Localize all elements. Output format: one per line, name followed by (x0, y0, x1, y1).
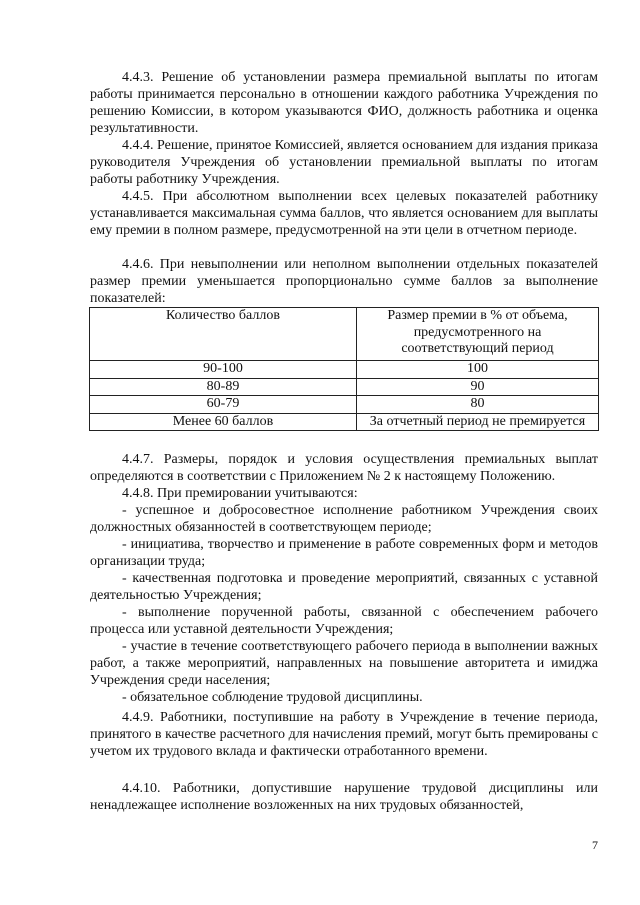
paragraph-4-4-4: 4.4.4. Решение, принятое Комиссией, является основанием для издания приказа руководителя Учреждения об установлении премиальной выплаты по итогам работы работнику Учреждения. (90, 138, 598, 187)
table-row (90, 396, 599, 414)
table-header-cell: Размер премии в % от объема, предусмотренного на соответствующий период (357, 308, 599, 361)
table-cell: 90-100 (90, 361, 357, 379)
paragraph-4-4-7: 4.4.7. Размеры, порядок и условия осуществления премиальных выплат определяются в соответствии с Приложением № 2 к настоящему Положению. (90, 452, 598, 484)
paragraph-4-4-5: 4.4.5. При абсолютном выполнении всех целевых показателей работнику устанавливается максимальная сумма баллов, что является основанием для выплаты ему премии в полном размере, предусмотренной на эти цели в отчетном периоде. (90, 189, 598, 238)
table-header-cell: Количество баллов (90, 308, 357, 361)
table-cell: 80 (357, 396, 599, 414)
criteria-item: - успешное и добросовестное исполнение работником Учреждения своих должностных обязанностей в соответствующем периоде; (90, 503, 598, 535)
table-cell: 60-79 (90, 396, 357, 414)
page-number: 7 (592, 838, 598, 852)
premium-table (89, 307, 599, 431)
paragraph-4-4-10: 4.4.10. Работники, допустившие нарушение трудовой дисциплины или ненадлежащее исполнение возложенных на них трудовых обязанностей, (90, 781, 598, 813)
criteria-item: - обязательное соблюдение трудовой дисциплины. (122, 690, 423, 705)
criteria-item: - участие в течение соответствующего рабочего периода в выполнении важных работ, а также мероприятий, направленных на повышение авторитета и имиджа Учреждения среди населения; (90, 639, 598, 688)
table-header-row (90, 308, 599, 361)
criteria-item: - качественная подготовка и проведение мероприятий, связанных с уставной деятельностью Учреждения; (90, 571, 598, 603)
table-cell: 100 (357, 361, 599, 379)
criteria-item: - инициатива, творчество и применение в работе современных форм и методов организации труда; (90, 537, 598, 569)
table-cell: За отчетный период не премируется (357, 413, 599, 431)
paragraph-4-4-3: 4.4.3. Решение об установлении размера премиальной выплаты по итогам работы принимается персонально в отношении каждого работника Учреждения по решению Комиссии, в котором указываются ФИО, должность работника и оценка результативности. (90, 70, 598, 136)
table-row (90, 361, 599, 379)
table-row (90, 378, 599, 396)
table-cell: 80-89 (90, 378, 357, 396)
table-cell: Менее 60 баллов (90, 413, 357, 431)
paragraph-4-4-6: 4.4.6. При невыполнении или неполном выполнении отдельных показателей размер премии уменьшается пропорционально сумме баллов за выполнение показателей: (90, 257, 598, 306)
table-row (90, 413, 599, 431)
table-cell: 90 (357, 378, 599, 396)
paragraph-4-4-9: 4.4.9. Работники, поступившие на работу в Учреждение в течение периода, принятого в качестве расчетного для начисления премий, могут быть премированы с учетом их трудового вклада и фактически отработанного времени. (90, 710, 598, 759)
paragraph-4-4-8: 4.4.8. При премировании учитываются: (122, 486, 358, 501)
criteria-item: - выполнение порученной работы, связанной с обеспечением рабочего процесса или уставной деятельности Учреждения; (90, 605, 598, 637)
